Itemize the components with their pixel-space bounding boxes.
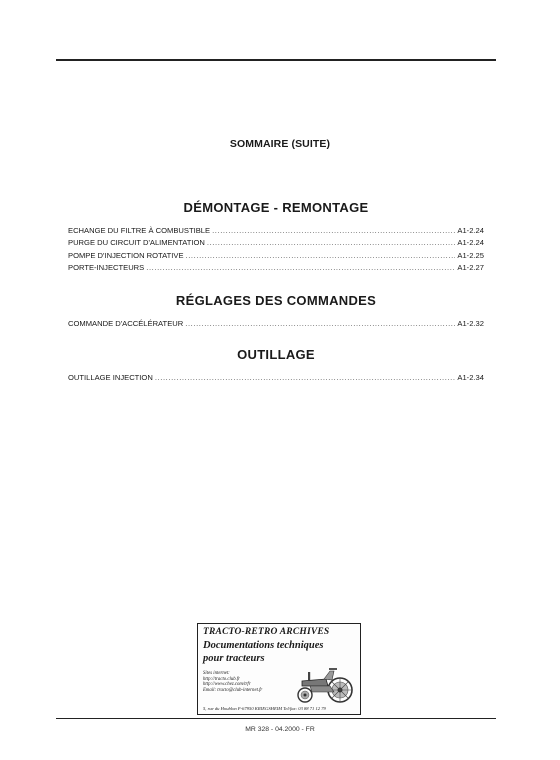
toc-entry-page: A1-2.25 <box>457 250 484 260</box>
toc-entry-page: A1-2.27 <box>457 262 484 272</box>
toc-entry-label: POMPE D'INJECTION ROTATIVE <box>68 250 184 260</box>
toc-leader-dots <box>146 262 455 274</box>
toc-leader-dots <box>212 225 455 237</box>
stamp-sites-label: Sites internet: <box>203 671 230 676</box>
page-subtitle: SOMMAIRE (SUITE) <box>229 138 331 150</box>
bottom-rule <box>56 718 496 719</box>
toc-leader-dots <box>207 237 456 249</box>
stamp-contact <box>203 671 262 693</box>
toc-entry <box>68 262 484 274</box>
stamp-title: TRACTO-RETRO ARCHIVES <box>203 627 330 637</box>
toc-entry <box>68 318 484 330</box>
toc-entry-page: A1-2.34 <box>457 373 484 382</box>
tractor-icon <box>294 666 356 704</box>
toc-entry-page: A1-2.24 <box>457 238 484 248</box>
toc-entry-label: PURGE DU CIRCUIT D'ALIMENTATION <box>68 238 205 248</box>
stamp-email: Email: tracto@club-internet.fr <box>203 687 263 693</box>
toc-entry-label: OUTILLAGE INJECTION <box>68 373 153 382</box>
toc-entry <box>68 372 484 384</box>
toc-entry-label: PORTE-INJECTEURS <box>68 262 145 272</box>
stamp-tagline-2: pour tracteurs <box>203 653 265 664</box>
section-title: OUTILLAGE <box>237 347 315 362</box>
top-rule <box>56 59 496 61</box>
stamp-site-2: http://www.chez.com/trfr <box>203 682 251 688</box>
toc-entry <box>68 250 484 262</box>
toc-leader-dots <box>186 250 456 262</box>
stamp-tagline-1: Documentations techniques <box>203 640 324 651</box>
stamp-address: 5, rue du Houblon F-67950 KRIEGSHEIM Tel/fax: 03 88 71 12 79 <box>203 706 326 711</box>
toc-entry-page: A1-2.32 <box>457 319 484 328</box>
toc-section-outillage <box>68 347 484 384</box>
section-title: RÉGLAGES DES COMMANDES <box>175 293 377 308</box>
toc-entry-page: A1-2.24 <box>457 226 484 235</box>
toc-leader-dots <box>185 318 455 330</box>
toc-entry <box>68 225 484 237</box>
toc-entry <box>68 237 484 249</box>
document-reference: MR 328 - 04.2000 - FR <box>245 726 315 733</box>
section-title: DÉMONTAGE - REMONTAGE <box>183 200 369 215</box>
stamp-site-1: http://tracto.club.fr <box>203 676 241 682</box>
toc-entry-label: ECHANGE DU FILTRE À COMBUSTIBLE <box>68 226 211 235</box>
toc-entry-label: COMMANDE D'ACCÉLÉRATEUR <box>68 319 184 328</box>
toc-section-demontage <box>68 200 484 274</box>
toc-section-reglages <box>68 293 484 330</box>
archive-stamp <box>197 623 361 715</box>
toc-leader-dots <box>155 372 456 384</box>
